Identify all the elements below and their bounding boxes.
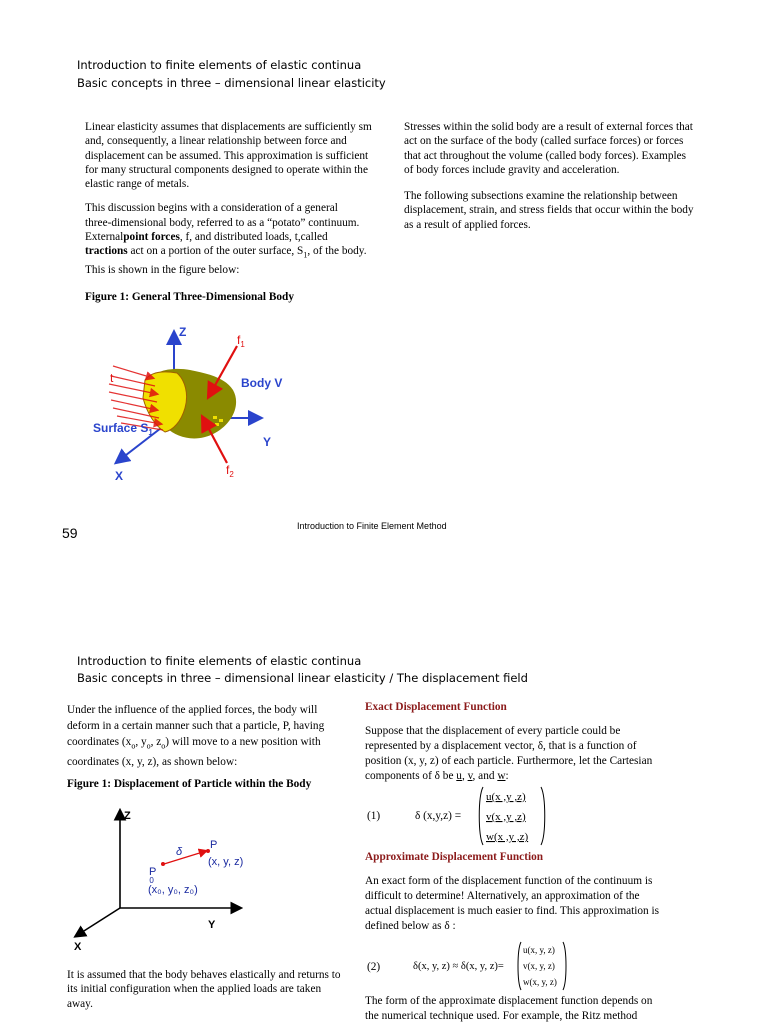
force-f2-label: $f_2$ — [226, 463, 234, 479]
axis-label-y: Y — [208, 919, 216, 931]
text-line: actual displacement is much easier to find. This approximation is — [365, 905, 660, 917]
text-line: its initial configuration when the applied loads are taken — [67, 983, 322, 996]
page2-left-column — [67, 702, 357, 770]
exact-displacement-para — [365, 724, 685, 784]
axis-label-x: X — [74, 941, 82, 953]
text-line: coordinates (x, y, z), as shown below: — [67, 756, 238, 769]
text-line: This is shown in the figure below: — [85, 263, 240, 276]
body-label: Body V — [241, 376, 283, 390]
equation-1-matrix — [477, 785, 547, 847]
matrix-row-v: v(x, y, z) — [523, 961, 555, 971]
matrix-row-u: u(x ,y ,z) — [486, 791, 526, 803]
text-line: The following subsections examine the relationship between — [404, 190, 678, 203]
page1-header-title: Introduction to finite elements of elastic continua — [77, 58, 362, 72]
equation-2-matrix — [516, 940, 568, 992]
text-line: that act throughout the volume (called body forces). Examples — [404, 149, 687, 162]
text-line: elastic range of metals. — [85, 178, 190, 191]
x0y0z0-label: (x₀, y₀, z₀) — [148, 884, 198, 896]
page1-figure-caption: Figure 1: General Three-Dimensional Body — [85, 291, 294, 303]
axis-label-y: Y — [263, 435, 272, 449]
text-line: displacement can be assumed. This approximation is sufficient — [85, 149, 369, 162]
text-line: and, consequently, a linear relationship between force and — [85, 135, 347, 148]
text-line: It is assumed that the body behaves elastically and returns to — [67, 969, 341, 981]
final-para — [365, 994, 695, 1024]
text-line: Under the influence of the applied forces, the body will — [67, 704, 318, 716]
matrix-row-w: w(x ,y ,z) — [486, 831, 529, 843]
page1-header-subtitle: Basic concepts in three – dimensional linear elasticity — [77, 76, 386, 90]
page2-left-column-bottom — [67, 968, 357, 1011]
text-line: defined below as δ : — [365, 920, 456, 932]
page-number: 59 — [62, 525, 78, 541]
equation-1-number: (1) — [367, 810, 381, 822]
page1-left-column — [85, 120, 385, 277]
axis-label-x: X — [115, 469, 124, 483]
approx-displacement-para — [365, 874, 685, 934]
text-line: act on the surface of the body (called surface forces) or forces — [404, 135, 684, 148]
general-body-figure — [85, 318, 305, 488]
axis-label-z: Z — [179, 325, 187, 339]
text-line: The form of the approximate displacement function depends on — [365, 995, 653, 1007]
x-axis — [76, 908, 120, 936]
delta-label: δ — [176, 846, 183, 858]
text-line: This discussion begins with a consideration of a general — [85, 202, 338, 215]
approx-displacement-heading: Approximate Displacement Function — [365, 851, 544, 863]
text-line: position (x, y, z) of each particle. Furthermore, let the Cartesian — [365, 755, 653, 767]
text-line: of body forces include gravity and acceleration. — [404, 163, 620, 176]
force-f1-label: $f_1$ — [237, 333, 245, 349]
text-line: deform in a certain manner such that a particle, P, having — [67, 720, 325, 732]
text-line: Suppose that the displacement of every particle could be — [365, 725, 621, 737]
p-label: P — [210, 839, 218, 851]
equation-2-lhs: δ(x, y, z) ≈ δ(x, y, z)= — [413, 961, 504, 972]
text-line: difficult to determine! Alternatively, an approximation of the — [365, 890, 640, 902]
text-line: Stresses within the solid body are a result of external forces that — [404, 121, 693, 133]
equation-2-number: (2) — [367, 961, 381, 973]
text-line: Linear elasticity assumes that displacements are sufficiently sm — [85, 121, 372, 133]
text-line: as a result of applied forces. — [404, 218, 531, 231]
page1-right-column — [404, 120, 724, 232]
page2-figure-caption: Figure 1: Displacement of Particle within the Body — [67, 778, 312, 790]
text-line: coordinates ($x_o$, $y_o$, $z_o$) will move to a new position with — [67, 736, 321, 751]
text-line: away. — [67, 997, 93, 1010]
text-line: three-dimensional body, referred to as a “potato” continuum. — [85, 216, 360, 229]
text-line: displacement, strain, and stress fields that occur within the body — [404, 204, 694, 217]
text-line: tractions act on a portion of the outer surface, $S_1$, of the body. — [85, 245, 367, 260]
matrix-row-w: w(x, y, z) — [523, 977, 557, 987]
displacement-vector — [164, 851, 206, 864]
footer-title: Introduction to Finite Element Method — [297, 521, 447, 531]
exact-displacement-heading: Exact Displacement Function — [365, 701, 507, 713]
matrix-row-u: u(x, y, z) — [523, 945, 555, 955]
text-line: represented by a displacement vector, δ, that is a function of — [365, 740, 637, 752]
page2-header-title: Introduction to finite elements of elastic continua — [77, 654, 362, 668]
text-line: for many structural components designed to operate within the — [85, 163, 368, 176]
text-line: components of δ be u, v, and w: — [365, 770, 509, 782]
matrix-row-v: v(x ,y ,z) — [486, 811, 526, 823]
text-line: An exact form of the displacement function of the continuum is — [365, 875, 653, 887]
page2-header-subtitle: Basic concepts in three – dimensional linear elasticity / The displacement field — [77, 671, 528, 685]
p0-point — [161, 862, 165, 866]
text-line: Externalpoint forces, f, and distributed loads, t,called — [85, 231, 328, 244]
equation-1-lhs: δ (x,y,z) = — [415, 810, 462, 822]
p0-label: P 0 — [149, 866, 157, 885]
surface-label: Surface $S_1$ — [93, 421, 153, 437]
traction-label: t — [110, 371, 114, 385]
xyz-label: (x, y, z) — [208, 856, 244, 868]
text-line: the numerical technique used. For example, the Ritz method — [365, 1010, 638, 1022]
particle-displacement-figure — [68, 803, 268, 953]
axis-label-z: Z — [124, 810, 131, 822]
